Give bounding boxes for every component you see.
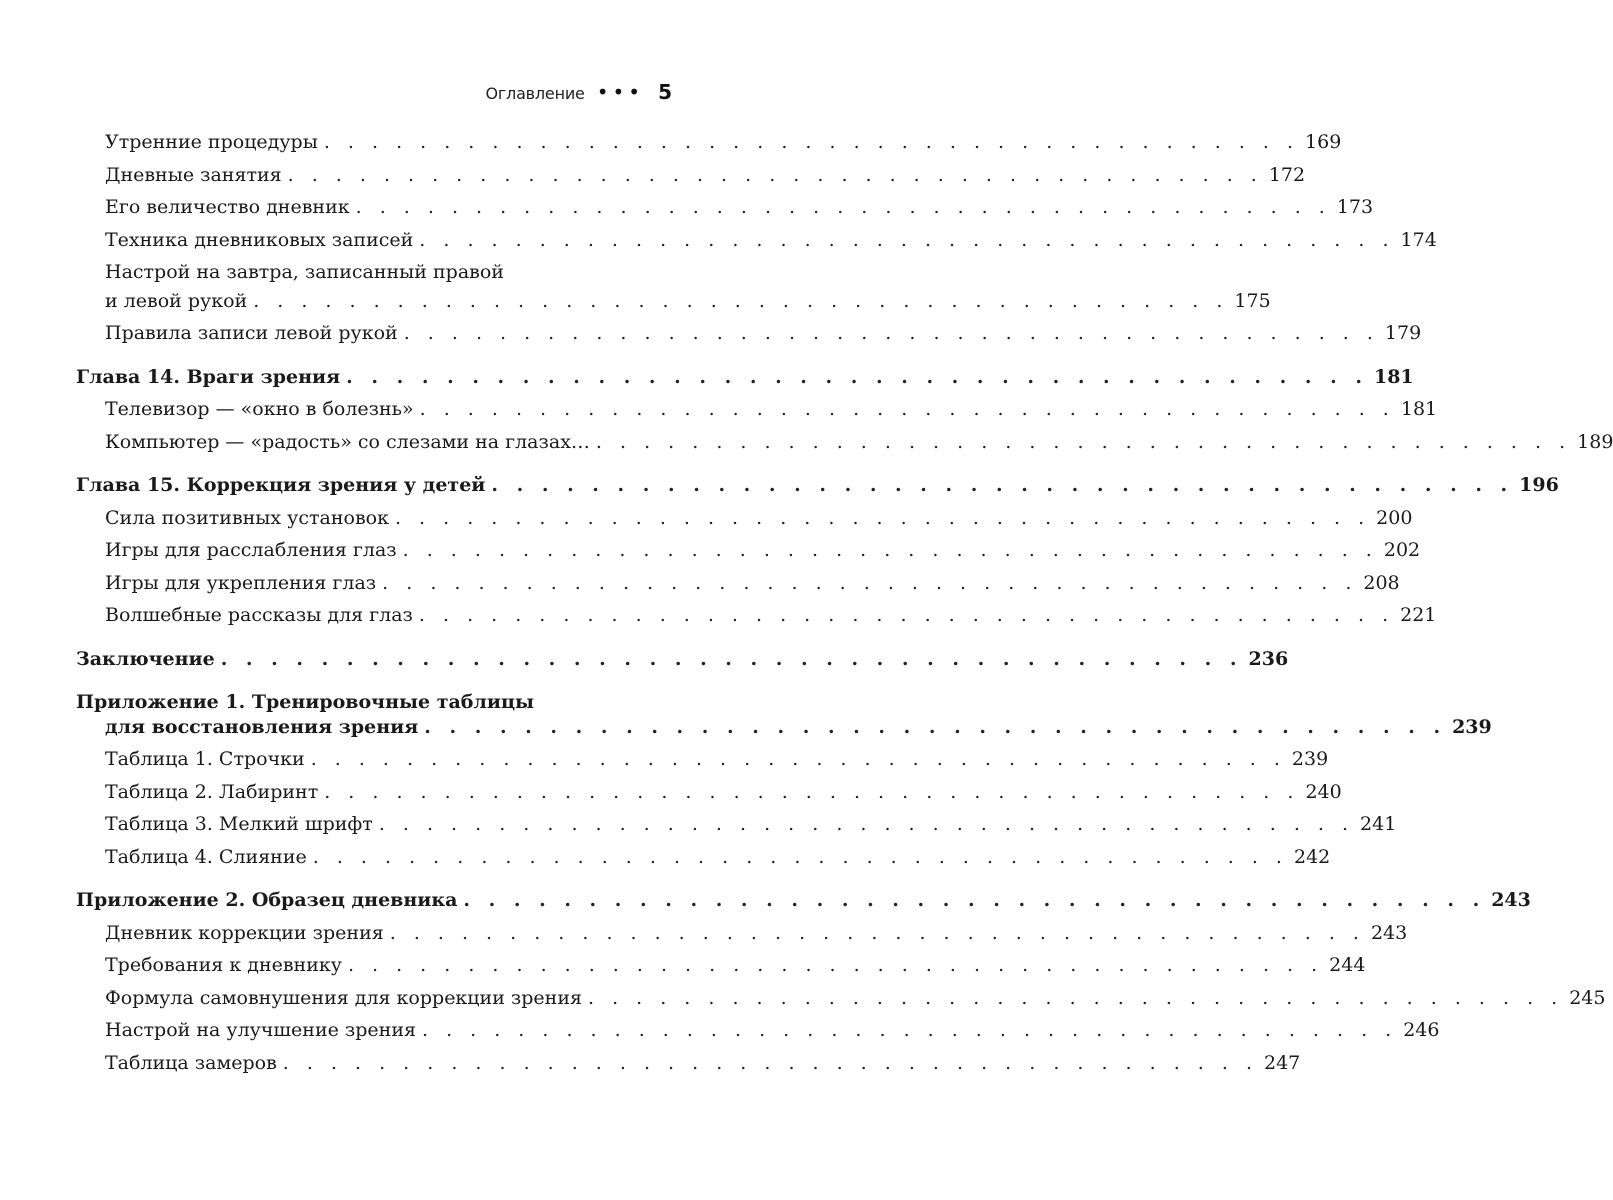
toc-entry bbox=[76, 126, 1342, 159]
dot-leader: . . . . . . . . . . . . . . . . . . . . . . . . . . . . . . . . . . . . . . . . . bbox=[587, 986, 1564, 1009]
toc-entry bbox=[76, 426, 1613, 459]
toc-entry-title: Формула самовнушения для коррекции зрения bbox=[105, 986, 582, 1009]
toc-entry-page: 246 bbox=[1403, 1019, 1440, 1041]
dot-leader: . . . . . . . . . . . . . . . . . . . . . . . . . . . . . . . . . . . . . . . . . bbox=[282, 1051, 1258, 1074]
toc-entry-title: Таблица 2. Лабиринт bbox=[105, 780, 319, 803]
toc-entry bbox=[76, 393, 1438, 426]
toc-entry-page: 244 bbox=[1329, 954, 1366, 976]
dot-leader: . . . . . . . . . . . . . . . . . . . . . . . . . . . . . . . . . . . . . . . . . bbox=[324, 780, 1300, 803]
dot-leader: . . . . . . . . . . . . . . . . . . . . . . . . . . . . . . . . . . . . . . . . . bbox=[419, 228, 1395, 251]
toc-entry bbox=[76, 285, 1271, 318]
toc-entry-title: Требования к дневнику bbox=[105, 954, 342, 976]
toc-entry-page: 239 bbox=[1291, 748, 1329, 770]
toc-entry-title: Таблица 1. Строчки bbox=[105, 748, 305, 770]
table-of-contents bbox=[76, 126, 1613, 1079]
toc-entry-page: 245 bbox=[1569, 986, 1606, 1009]
toc-entry bbox=[76, 159, 1306, 192]
dot-leader: . . . . . . . . . . . . . . . . . . . . . . . . . . . . . . . . . . . . . . . . . bbox=[312, 845, 1288, 868]
toc-entry-title: Таблица 4. Слияние bbox=[105, 845, 307, 868]
dot-leader: . . . . . . . . . . . . . . . . . . . . . . . . . . . . . . . . . . . . . . . . . bbox=[310, 748, 1286, 770]
dot-leader: . . . . . . . . . . . . . . . . . . . . . . . . . . . . . . . . . . . . . . . . . bbox=[346, 365, 1368, 388]
toc-entry-title: Таблица 3. Мелкий шрифт bbox=[105, 813, 373, 835]
dot-leader: . . . . . . . . . . . . . . . . . . . . . . . . . . . . . . . . . . . . . . . . . bbox=[424, 715, 1447, 738]
toc-chapter-page: 239 bbox=[1452, 715, 1492, 738]
toc-chapter bbox=[76, 643, 1289, 676]
toc-entry-title: Правила записи левой рукой bbox=[105, 322, 398, 344]
toc-entry-title: и левой рукой bbox=[105, 289, 248, 312]
toc-entry bbox=[76, 982, 1606, 1015]
dot-leader: . . . . . . . . . . . . . . . . . . . . . . . . . . . . . . . . . . . . . . . . . bbox=[419, 398, 1395, 420]
dot-leader: . . . . . . . . . . . . . . . . . . . . . . . . . . . . . . . . . . . . . . . . . bbox=[323, 131, 1300, 153]
toc-entry-title: Дневник коррекции зрения bbox=[105, 921, 384, 944]
dot-leader: . . . . . . . . . . . . . . . . . . . . . . . . . . . . . . . . . . . . . . . . . bbox=[382, 571, 1358, 594]
toc-entry-title: Дневные занятия bbox=[105, 163, 282, 186]
toc-chapter-multiline bbox=[76, 686, 1492, 743]
toc-entry-title: Волшебные рассказы для глаз bbox=[105, 604, 413, 626]
running-header-section: Оглавление bbox=[485, 84, 585, 103]
toc-entry bbox=[76, 224, 1437, 257]
toc-entry-title: Его величество дневник bbox=[105, 196, 350, 218]
dot-leader: . . . . . . . . . . . . . . . . . . . . . . . . . . . . . . . . . . . . . . . . . bbox=[595, 430, 1572, 453]
toc-chapter bbox=[76, 711, 1492, 744]
toc-entry-page: 240 bbox=[1305, 780, 1342, 803]
toc-entry-page: 200 bbox=[1376, 506, 1413, 529]
toc-entry bbox=[76, 776, 1342, 809]
header-dots: ••• bbox=[596, 80, 645, 104]
dot-leader: . . . . . . . . . . . . . . . . . . . . . . . . . . . . . . . . . . . . . . . . . bbox=[253, 289, 1229, 312]
dot-leader: . . . . . . . . . . . . . . . . . . . . . . . . . . . . . . . . . . . . . . . . . bbox=[287, 163, 1263, 186]
toc-entry-title: Игры для расслабления глаз bbox=[105, 539, 397, 561]
toc-entry-page: 173 bbox=[1336, 196, 1374, 218]
toc-chapter-title: Заключение bbox=[76, 647, 215, 670]
toc-chapter-title: Приложение 2. Образец дневника bbox=[76, 889, 458, 911]
toc-entry bbox=[76, 1047, 1301, 1080]
toc-entry-title: Таблица замеров bbox=[105, 1051, 277, 1074]
toc-chapter-title: для восстановления зрения bbox=[105, 715, 419, 738]
toc-entry bbox=[76, 534, 1421, 567]
toc-entry-page: 242 bbox=[1293, 845, 1331, 868]
dot-leader: . . . . . . . . . . . . . . . . . . . . . . . . . . . . . . . . . . . . . . . . . bbox=[418, 604, 1395, 626]
toc-entry bbox=[76, 317, 1422, 350]
dot-leader: . . . . . . . . . . . . . . . . . . . . . . . . . . . . . . . . . . . . . . . . . bbox=[347, 954, 1324, 976]
running-header bbox=[76, 80, 672, 104]
toc-chapter-title: Глава 14. Враги зрения bbox=[76, 365, 341, 388]
toc-entry bbox=[76, 502, 1413, 535]
toc-entry-page: 172 bbox=[1268, 163, 1306, 186]
toc-chapter bbox=[76, 469, 1559, 502]
toc-entry-page: 189 bbox=[1577, 430, 1613, 453]
toc-entry-page: 175 bbox=[1234, 289, 1271, 312]
toc-entry bbox=[76, 743, 1329, 776]
dot-leader: . . . . . . . . . . . . . . . . . . . . . . . . . . . . . . . . . . . . . . . . . bbox=[463, 889, 1486, 911]
toc-entry-title: Телевизор — «окно в болезнь» bbox=[105, 398, 414, 420]
toc-entry-title: Утренние процедуры bbox=[105, 131, 318, 153]
toc-chapter-page: 196 bbox=[1519, 474, 1559, 496]
toc-entry-page: 181 bbox=[1400, 398, 1438, 420]
dot-leader: . . . . . . . . . . . . . . . . . . . . . . . . . . . . . . . . . . . . . . . . . bbox=[394, 506, 1371, 529]
toc-chapter bbox=[76, 884, 1531, 917]
page-number: 5 bbox=[658, 80, 672, 104]
dot-leader: . . . . . . . . . . . . . . . . . . . . . . . . . . . . . . . . . . . . . . . . . bbox=[220, 647, 1243, 670]
toc-entry-page: 202 bbox=[1383, 539, 1421, 561]
toc-entry bbox=[76, 949, 1366, 982]
toc-entry-title: Игры для укрепления глаз bbox=[105, 571, 377, 594]
toc-entry-page: 247 bbox=[1264, 1051, 1301, 1074]
toc-entry-title: Настрой на улучшение зрения bbox=[105, 1019, 416, 1041]
toc-entry-title: Техника дневниковых записей bbox=[105, 228, 414, 251]
toc-chapter-page: 236 bbox=[1248, 647, 1289, 670]
toc-entry-page: 241 bbox=[1360, 813, 1397, 835]
toc-entry bbox=[76, 191, 1374, 224]
dot-leader: . . . . . . . . . . . . . . . . . . . . . . . . . . . . . . . . . . . . . . . . . bbox=[403, 322, 1379, 344]
dot-leader: . . . . . . . . . . . . . . . . . . . . . . . . . . . . . . . . . . . . . . . . . bbox=[389, 921, 1365, 944]
toc-entry-title-line1: Настрой на завтра, записанный правой bbox=[105, 261, 504, 283]
toc-chapter-page: 181 bbox=[1373, 365, 1414, 388]
toc-chapter-title-line1: Приложение 1. Тренировочные таблицы bbox=[76, 691, 535, 713]
toc-entry-multiline bbox=[76, 256, 1271, 317]
toc-entry bbox=[76, 808, 1397, 841]
toc-entry bbox=[76, 917, 1408, 950]
toc-entry bbox=[76, 841, 1331, 874]
toc-entry-page: 169 bbox=[1305, 131, 1342, 153]
toc-entry-page: 243 bbox=[1370, 921, 1408, 944]
dot-leader: . . . . . . . . . . . . . . . . . . . . . . . . . . . . . . . . . . . . . . . . . bbox=[355, 196, 1331, 218]
toc-entry-page: 208 bbox=[1363, 571, 1400, 594]
dot-leader: . . . . . . . . . . . . . . . . . . . . . . . . . . . . . . . . . . . . . . . . . bbox=[378, 813, 1355, 835]
toc-entry-page: 174 bbox=[1400, 228, 1437, 251]
toc-entry bbox=[76, 1014, 1440, 1047]
toc-entry-page: 179 bbox=[1384, 322, 1422, 344]
toc-chapter bbox=[76, 361, 1414, 394]
toc-entry bbox=[76, 567, 1400, 600]
toc-entry-title: Компьютер — «радость» со слезами на глазах… bbox=[105, 430, 590, 453]
dot-leader: . . . . . . . . . . . . . . . . . . . . . . . . . . . . . . . . . . . . . . . . . bbox=[421, 1019, 1398, 1041]
toc-chapter-title: Глава 15. Коррекция зрения у детей bbox=[76, 474, 486, 496]
toc-entry-title: Сила позитивных установок bbox=[105, 506, 389, 529]
dot-leader: . . . . . . . . . . . . . . . . . . . . . . . . . . . . . . . . . . . . . . . . . bbox=[491, 474, 1514, 496]
toc-entry-page: 221 bbox=[1400, 604, 1437, 626]
dot-leader: . . . . . . . . . . . . . . . . . . . . . . . . . . . . . . . . . . . . . . . . . bbox=[402, 539, 1378, 561]
toc-chapter-page: 243 bbox=[1491, 889, 1531, 911]
toc-entry bbox=[76, 599, 1437, 632]
